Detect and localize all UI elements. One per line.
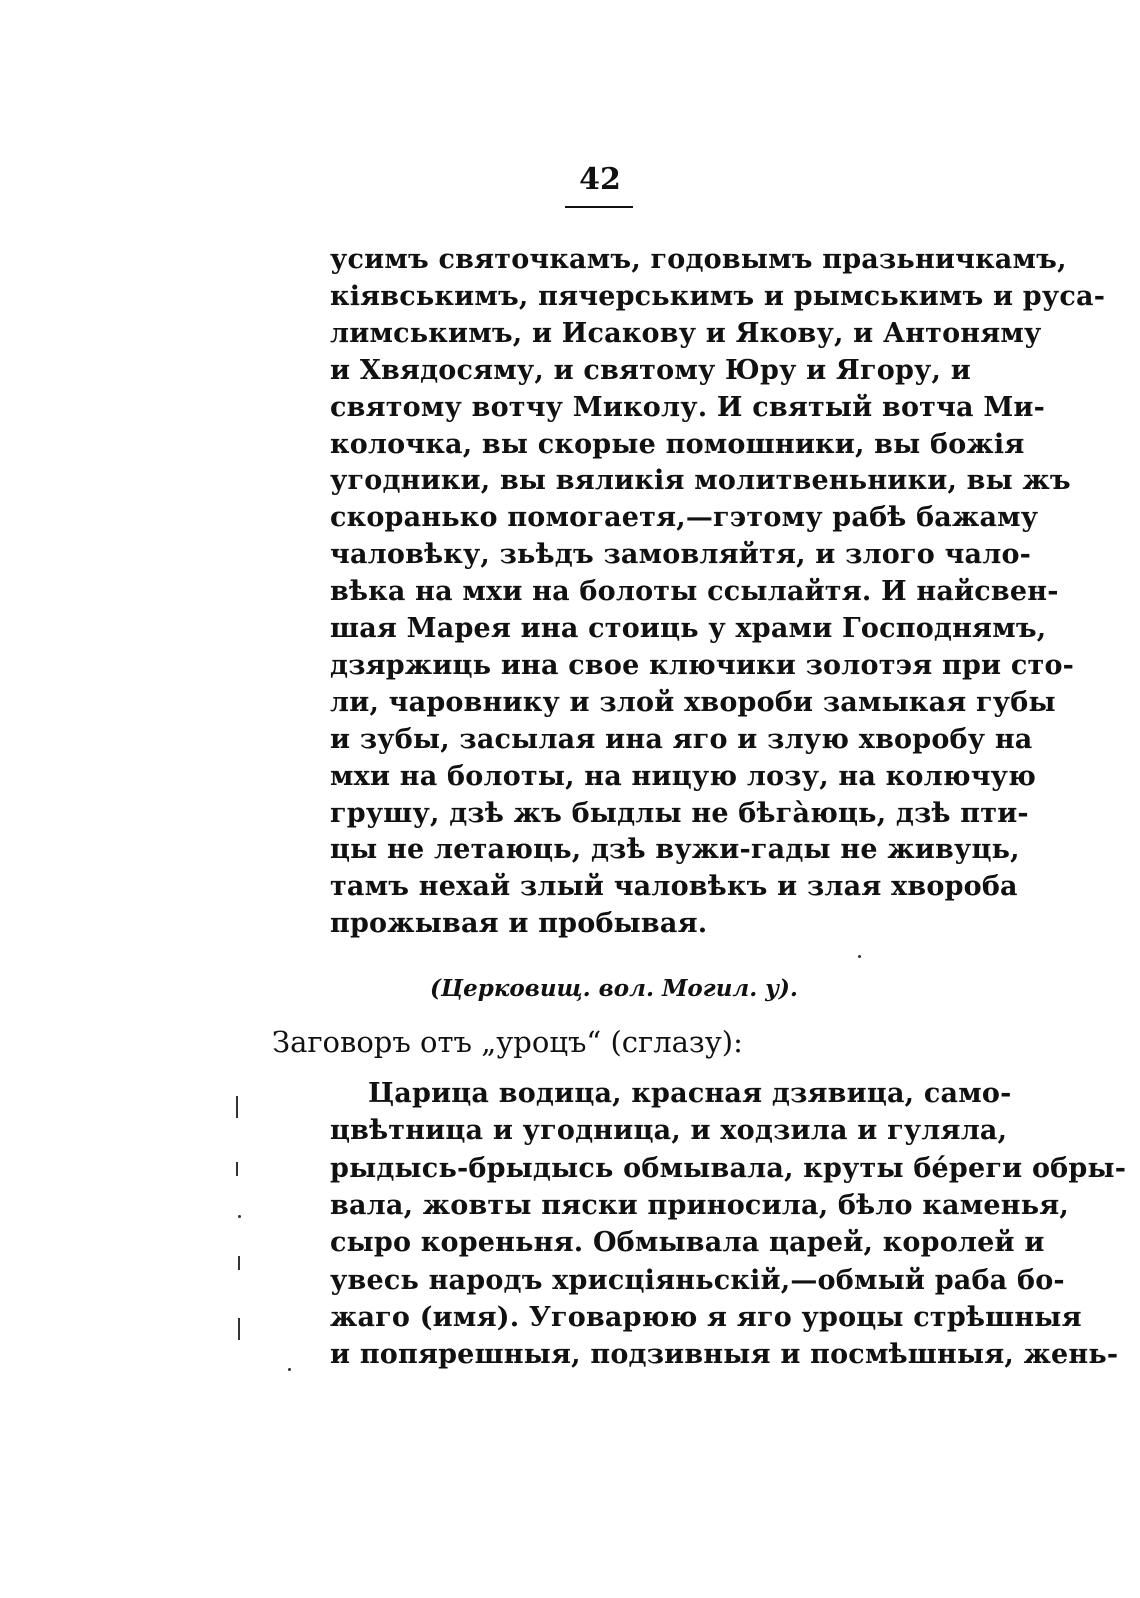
text-line: кiявськимъ, пячерськимъ и рымськимъ и руса- — [330, 280, 1106, 312]
section-heading: Заговоръ отъ „уроцъ“ (сглазу): — [272, 1025, 743, 1059]
text-line: Царица водица, красная дзявица, само- — [368, 1078, 1012, 1109]
text-line: прожывая и пробывая. — [330, 908, 708, 940]
text-line: вѣка на мхи на болоты ссылайтя. И найсвен- — [330, 576, 1059, 608]
text-line: мхи на болоты, на ницую лозу, на колючую — [330, 760, 1037, 792]
text-line: и попярешныя, подзивныя и посмѣшныя, жень- — [330, 1339, 1119, 1371]
text-line: лимськимъ, и Исакову и Якову, и Антоняму — [330, 317, 1042, 349]
text-line: скоранько помогаетя,—гэтому рабѣ бажаму — [330, 502, 1039, 534]
margin-dot — [288, 1368, 291, 1371]
text-line: цвѣтница и угодница, и ходзила и гуляла, — [330, 1115, 1008, 1147]
text-line: и Хвядосяму, и святому Юру и Ягору, и — [330, 354, 971, 386]
text-line: святому вотчу Миколу. И святый вотча Ми- — [330, 391, 1046, 423]
text-line: тамъ нехай злый чаловѣкъ и злая хвороба — [330, 871, 1018, 903]
text-line: сыро кореньня. Обмывала царей, королей и — [330, 1227, 1045, 1259]
text-line: жаго (имя). Уговарюю я яго урoцы стрѣшныя — [330, 1301, 1082, 1333]
text-line: чаловѣку, зьѣдъ замовляйтя, и злого чало- — [330, 539, 1032, 571]
text-line: и зубы, засылая ина яго и злую хворобу на — [330, 723, 1033, 755]
text-line: цы не летаюць, дзѣ вужи-гады не живуць, — [330, 834, 1020, 866]
margin-mark — [236, 1162, 238, 1176]
text-line: грушу, дзѣ жъ быдлы не бѣгàюць, дзѣ пти- — [330, 797, 1029, 829]
page-number: 42 — [579, 162, 621, 197]
margin-dot — [238, 1215, 241, 1218]
margin-dot — [858, 955, 861, 958]
text-line: увесь народъ хрисцiяньскiй,—обмый раба бо- — [330, 1264, 1065, 1296]
text-line: колочка, вы скорые помошники, вы божiя — [330, 428, 1025, 460]
text-line: рыдысь-брыдысь обмывала, круты бéреги обры- — [330, 1152, 1127, 1184]
text-line: ли, чаровнику и злой хвороби замыкая губы — [330, 686, 1056, 718]
text-line: вала, жовты пяски приносила, бѣло каменья, — [330, 1189, 1070, 1221]
text-line: шая Марея ина стоиць у храми Господнямъ, — [330, 613, 1047, 644]
margin-mark — [238, 1256, 240, 1270]
text-line: дзяржиць ина свое ключики золотэя при сто- — [330, 649, 1075, 681]
text-line: угодники, вы вяликiя молитвеньники, вы жъ — [330, 465, 1071, 497]
margin-mark — [238, 1318, 240, 1340]
page-number-rule — [565, 206, 633, 208]
margin-mark — [236, 1096, 238, 1118]
source-note: (Церковищ. вол. Могил. у). — [430, 975, 798, 1002]
text-line: усимъ святочкамъ, годовымъ празьничкамъ, — [330, 244, 1067, 275]
